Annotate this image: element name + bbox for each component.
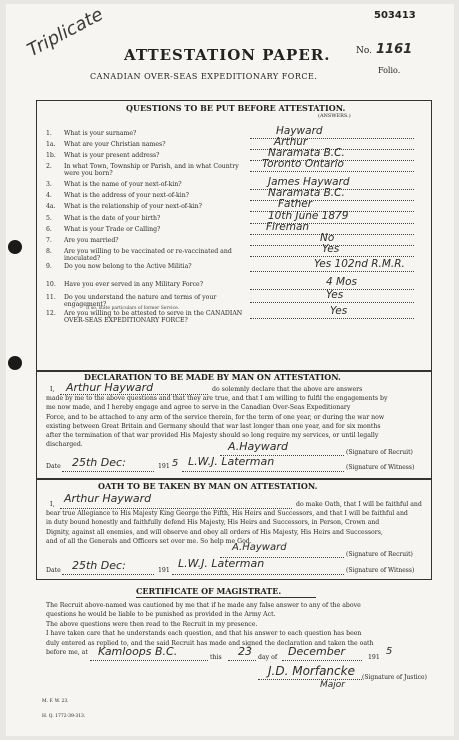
answer-line (250, 317, 414, 319)
oath-date: 25th Dec: (72, 559, 126, 572)
question-number: 10. (46, 281, 56, 288)
answer-text: Yes 102nd R.M.R. (314, 258, 405, 270)
oath-line: and of all the Generals and Officers set over me. So help me God. (46, 537, 252, 545)
question-text: What is your surname? (64, 130, 137, 137)
magistrate-place-line (90, 659, 208, 661)
oath-year-prefix: 191 (158, 567, 170, 574)
answer-text: 4 Mos (326, 276, 357, 288)
question-text: What is the name of your next-of-kin? (64, 181, 182, 188)
no-value: 1161 (376, 42, 413, 57)
magistrate-this: this (210, 654, 222, 661)
question-number: 11. (46, 294, 56, 301)
attestation-paper (6, 4, 454, 736)
oath-recruit-label: (Signature of Recruit) (346, 551, 413, 558)
declaration-i: I, (50, 386, 55, 393)
oath-line: do make Oath, that I will be faithful and (296, 501, 422, 508)
answer-line (250, 255, 414, 257)
declaration-line: made by me to the above questions and that they are true, and that I am willing to fulfil the engagements by (46, 395, 388, 403)
magistrate-line: before me, at (46, 649, 88, 656)
declaration-heading: DECLARATION TO BE MADE BY MAN ON ATTESTATION. (84, 372, 341, 382)
oath-heading: OATH TO BE TAKEN BY MAN ON ATTESTATION. (98, 481, 318, 491)
question-text: What is your Trade or Calling? (64, 226, 161, 233)
declaration-date-line (62, 470, 154, 472)
answer-text: Yes (330, 305, 348, 317)
declaration-line: after the termination of that war provided His Majesty should so long require my services, or until legally (46, 432, 379, 439)
magistrate-line: The Recruit above-named was cautioned by me that if he made any false answer to any of the above (46, 602, 361, 609)
answer-text: Arthur (274, 136, 308, 148)
question-number: 5. (46, 215, 52, 222)
question-text: What is the address of your next-of-kin? (64, 192, 189, 199)
folio-label: Folio. (378, 66, 401, 75)
q10-note: If so, state particulars of former Service. (86, 306, 180, 311)
page-subtitle: CANADIAN OVER-SEAS EXPEDITIONARY FORCE. (90, 72, 318, 81)
declaration-date: 25th Dec: (72, 456, 126, 469)
question-text: What are your Christian names? (64, 141, 166, 148)
answer-text: Naramata B.C. (268, 147, 345, 159)
answer-text: Naramata B.C. (268, 187, 345, 199)
justice-signature: J.D. Morfancke (268, 664, 355, 678)
question-number: 1a. (46, 141, 56, 148)
declaration-date-label: Date (46, 463, 61, 470)
answer-text: Hayward (276, 125, 323, 137)
magistrate-place: Kamloops B.C. (98, 645, 178, 658)
answer-text: Yes (322, 243, 340, 255)
recruit-signature: A.Hayward (228, 440, 288, 453)
oath-line: bear true Allegiance to His Majesty King George the Fifth, His Heirs and Successors, and that I will be faithful and (46, 510, 408, 518)
answer-text: Father (278, 198, 313, 210)
declaration-line: me now made, and I hereby engage and agree to serve in the Canadian Over-Seas Expeditionary (46, 404, 351, 412)
answer-text: Toronto Ontario (262, 158, 344, 170)
magistrate-line: I have taken care that he understands each question, and that his answer to each question has been (46, 630, 362, 638)
question-number: 9. (46, 263, 52, 270)
magistrate-line: duly entered as replied to, and the said Recruit has made and signed the declaration and taken the oath (46, 639, 374, 647)
answer-text: 10th June 1879 (268, 210, 349, 222)
answer-line (250, 170, 414, 172)
declaration-witness-signature: L.W.J. Laterman (188, 455, 275, 468)
oath-witness-label: (Signature of Witness) (346, 567, 415, 574)
magistrate-month: December (288, 645, 346, 658)
answer-text: Yes (326, 289, 344, 301)
question-number: 6. (46, 226, 52, 233)
no-label: No. (356, 46, 372, 56)
magistrate-year-prefix: 191 (368, 654, 380, 661)
question-text: Do you now belong to the Active Militia? (64, 263, 192, 270)
answer-line (250, 301, 414, 303)
declaration-line: do solemnly declare that the above are answers (212, 386, 363, 393)
declaration-line: Force, and to be attached to any arm of the service therein, for the term of one year, or during the war now (46, 413, 385, 421)
justice-rank: Major (320, 680, 345, 690)
oath-witness-signature: L.W.J. Laterman (178, 557, 265, 570)
question-text: Are you willing to be attested to serve in the CANADIAN OVER-SEAS EXPEDITIONARY FORCE? (64, 310, 243, 324)
answer-line (250, 199, 414, 201)
question-number: 12. (46, 310, 56, 317)
question-number: 4a. (46, 203, 56, 210)
recruit-signature-label: (Signature of Recruit) (346, 449, 413, 456)
question-text: Have you ever served in any Military Force? (64, 281, 204, 288)
question-number: 7. (46, 237, 52, 244)
declaration-name: Arthur Hayward (66, 381, 154, 394)
magistrate-line: questions he would be liable to be punished as provided in the Army Act. (46, 611, 276, 619)
document-number: 503413 (374, 10, 416, 21)
triplicate-stamp: Triplicate (23, 3, 107, 62)
magistrate-heading: CERTIFICATE OF MAGISTRATE. (136, 586, 282, 596)
question-text: Do you understand the nature and terms of your engagement? (64, 294, 217, 308)
question-text: What is your present address? (64, 152, 160, 159)
oath-name: Arthur Hayward (64, 492, 152, 505)
declaration-witness-line (182, 470, 344, 472)
question-text: Are you married? (64, 237, 119, 244)
page-title: ATTESTATION PAPER. (124, 46, 331, 64)
punch-hole-top (8, 240, 22, 254)
oath-witness-line (172, 573, 344, 575)
question-number: 2. (46, 163, 52, 170)
magistrate-day: 23 (238, 645, 252, 658)
magistrate-rule (136, 597, 316, 598)
question-number: 1b. (46, 152, 56, 159)
answer-line (250, 270, 414, 272)
magistrate-year: 5 (386, 646, 393, 657)
answer-text: James Hayward (268, 176, 350, 188)
question-text: What is the relationship of your next-of-kin? (64, 203, 202, 210)
oath-recruit-signature: A.Hayward (232, 542, 287, 553)
magistrate-line: The above questions were then read to the Recruit in my presence. (46, 620, 258, 628)
question-text: In what Town, Township or Parish, and in what Country were you born? (64, 163, 239, 177)
question-number: 1. (46, 130, 52, 137)
oath-date-label: Date (46, 567, 61, 574)
magistrate-day-line (228, 659, 256, 661)
declaration-line: discharged. (46, 441, 83, 449)
form-code-2: H. Q. 1772-39-313. (42, 714, 86, 719)
oath-line: in duty bound honestly and faithfully defend His Majesty, His Heirs and Successors, in Person, Crown and (46, 519, 380, 527)
justice-line (258, 678, 362, 680)
question-number: 4. (46, 192, 52, 199)
oath-name-line (60, 507, 292, 509)
oath-date-line (62, 573, 154, 575)
magistrate-day-of: day of (258, 654, 278, 661)
question-number: 3. (46, 181, 52, 188)
oath-line: Dignity, against all enemies, and will observe and obey all orders of His Majesty, His Heirs and Successors, (46, 528, 383, 536)
justice-label: (Signature of Justice) (362, 674, 427, 681)
questions-heading: QUESTIONS TO BE PUT BEFORE ATTESTATION. (126, 103, 346, 113)
declaration-year-prefix: 191 (158, 463, 170, 470)
form-code-1: M. F. W. 23. (42, 699, 69, 704)
answer-text: Fireman (266, 221, 310, 233)
punch-hole-bottom (8, 356, 22, 370)
declaration-year: 5 (172, 458, 179, 469)
magistrate-month-line (282, 659, 362, 661)
question-text: Are you willing to be vaccinated or re-vaccinated and inoculated? (64, 248, 232, 262)
answers-label: (ANSWERS.) (318, 113, 351, 119)
oath-i: I, (50, 501, 55, 508)
question-text: What is the date of your birth? (64, 215, 161, 222)
declaration-line: existing between Great Britain and Germany should that war last longer than one year, and for six months (46, 422, 381, 430)
answer-text: No (320, 232, 335, 244)
question-number: 8. (46, 248, 52, 255)
declaration-witness-label: (Signature of Witness) (346, 464, 415, 471)
